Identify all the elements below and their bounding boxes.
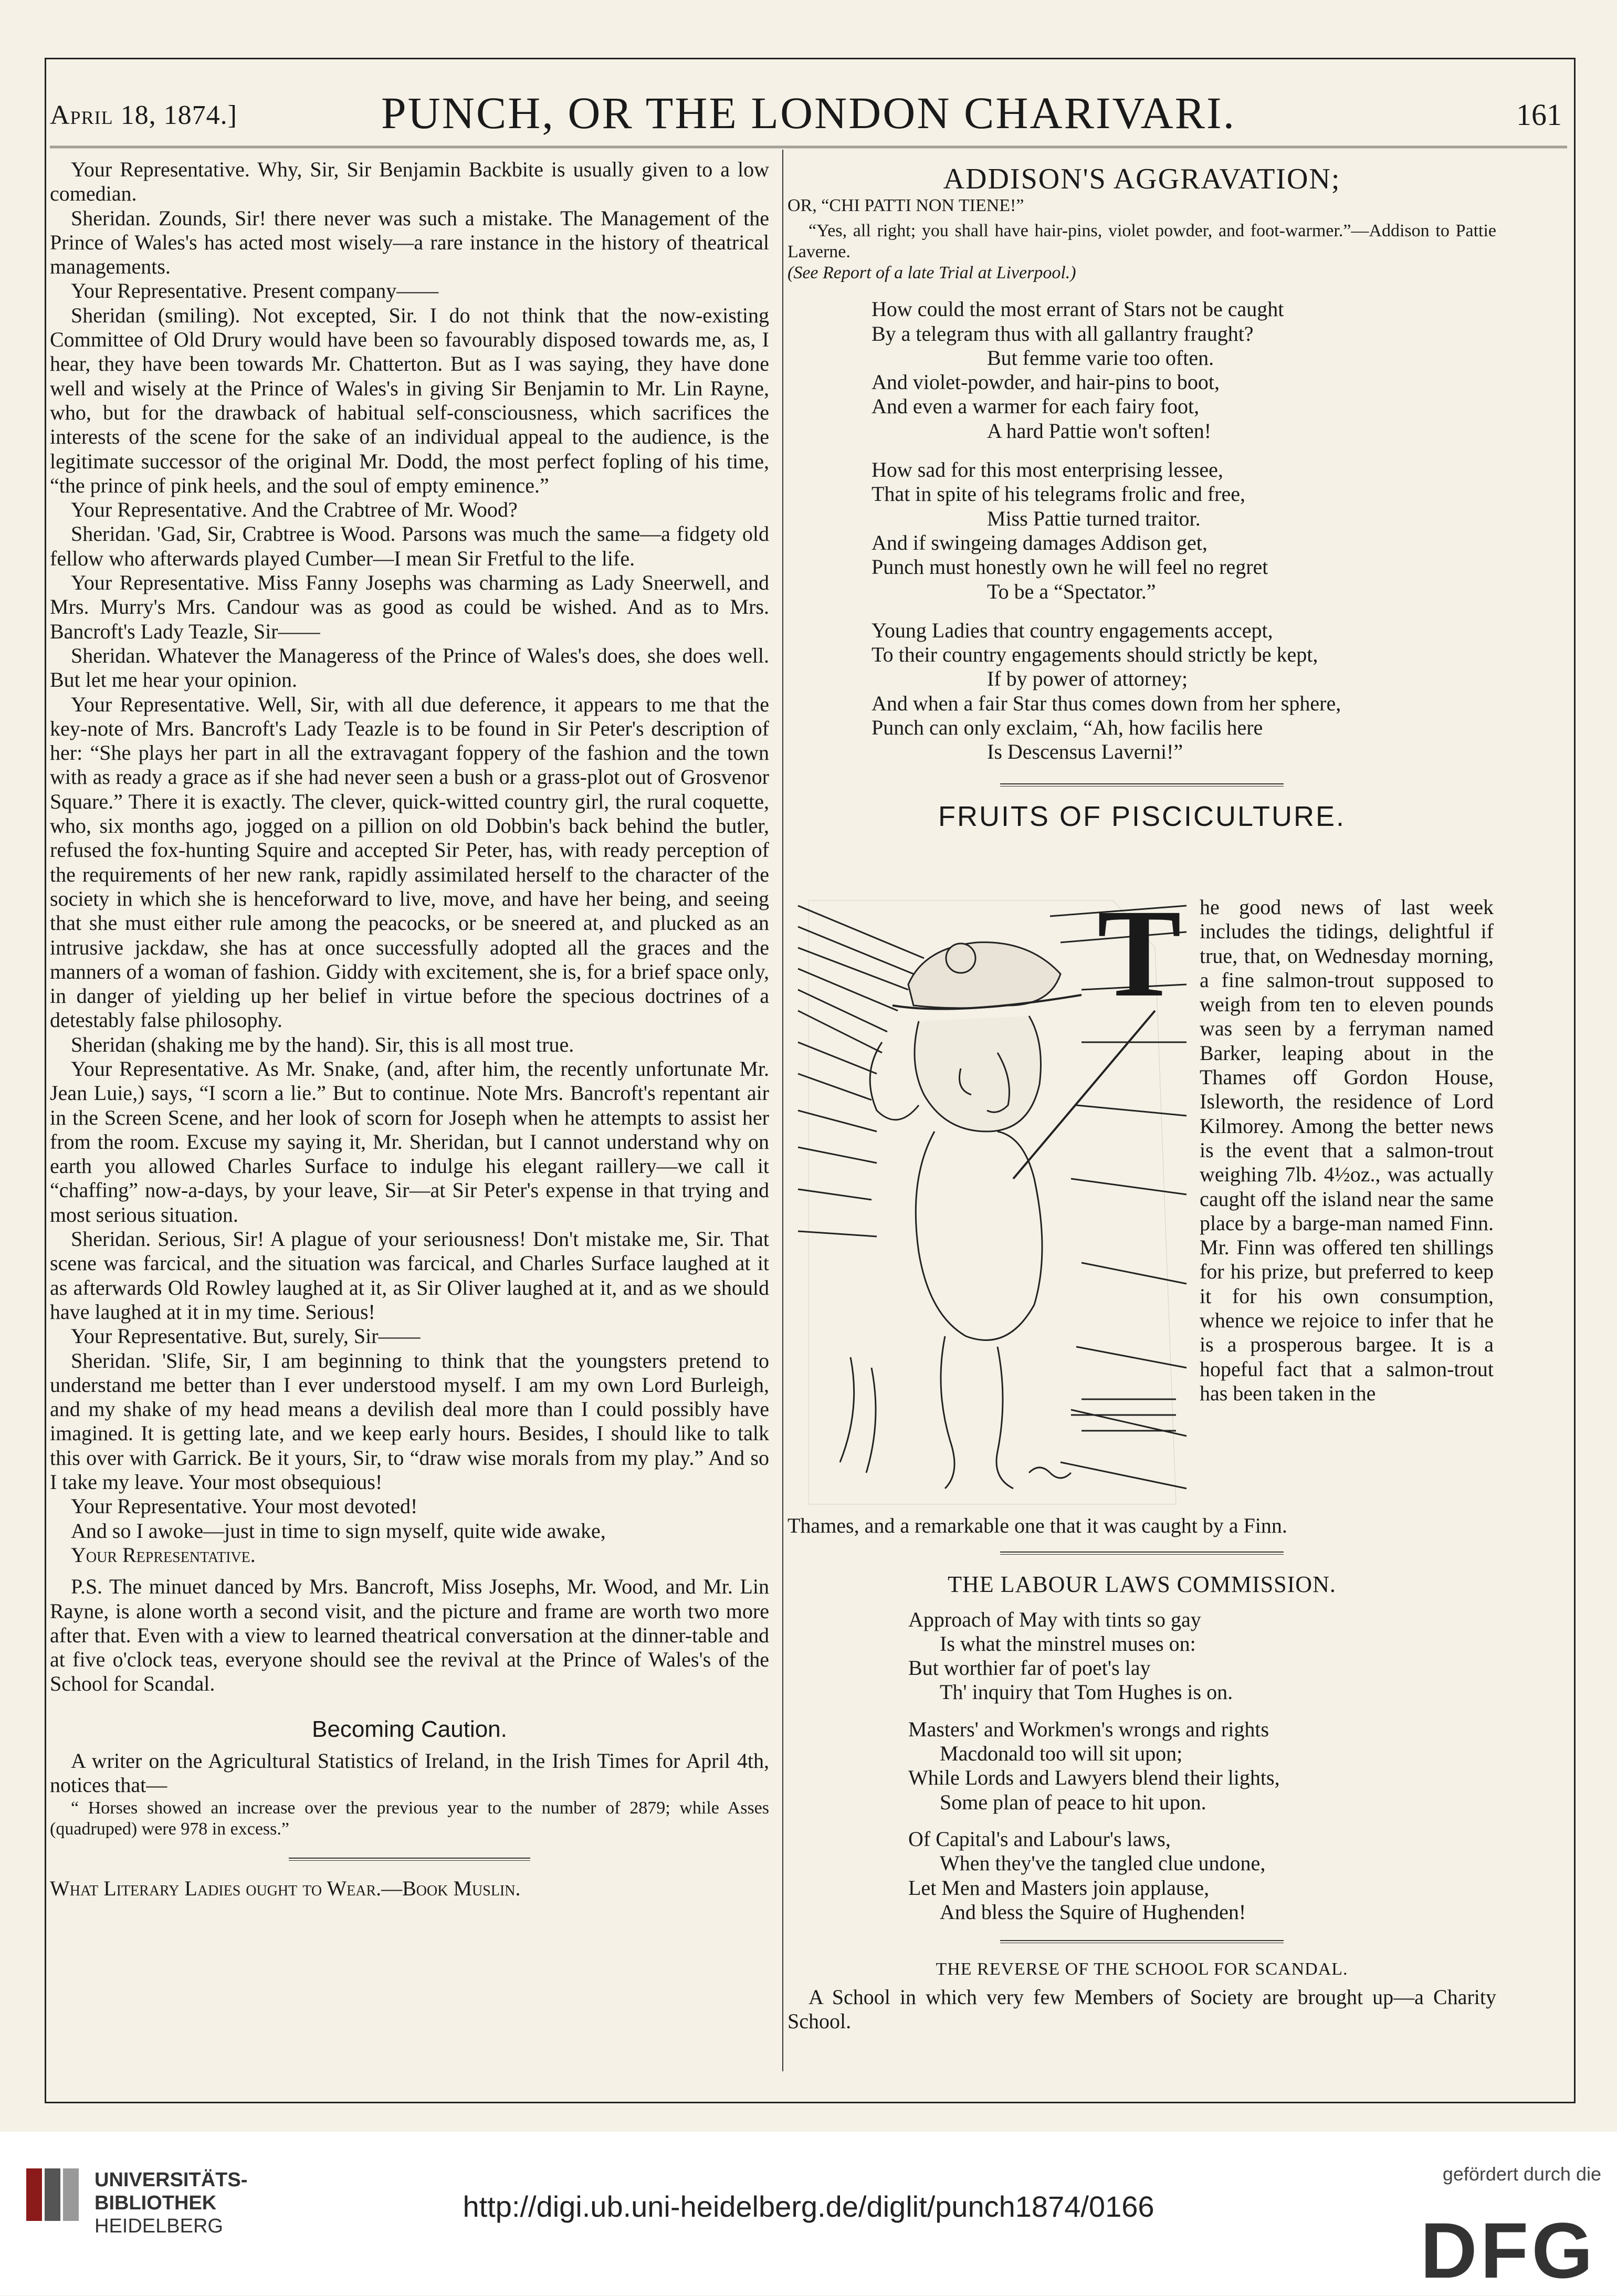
section-rule — [289, 1858, 530, 1861]
digitization-footer — [0, 2132, 1617, 2295]
poem-line: That in spite of his telegrams frolic and free, — [872, 482, 1245, 506]
dialogue-paragraph: Sheridan. Whatever the Manageress of the Prince of Wales's does, she does well. But let me hear your opinion. — [50, 643, 769, 692]
addison-epigraph: “Yes, all right; you shall have hair-pins, violet powder, and foot-warmer.”—Addison to Pattie Laverne. — [788, 221, 1496, 262]
column-divider — [782, 150, 783, 2071]
reverse-title: THE REVERSE OF THE SCHOOL FOR SCANDAL. — [936, 1959, 1348, 1979]
dialogue-paragraph: Your Representative. As Mr. Snake, (and, after him, the recently unfortunate Mr. Jean Luie,) says, “I scorn a lie.” But to continue. Note Mrs. Bancroft's repentant air in the Screen Scene, and her look of scorn for Joseph when he attempts to assist her from the room. Excuse my saying it, Mr. Sheridan, but I cannot understand why on earth you allowed Charles Surface to indulge his elegant raillery—we call it “chaffing” now-a-days, by your leave, Sir—at Sir Peter's expense in that trying and most serious situation. — [50, 1056, 769, 1226]
poem-line: Young Ladies that country engagements accept, — [872, 618, 1273, 642]
poem-line: Punch must honestly own he will feel no regret — [872, 555, 1268, 579]
dialogue-paragraph: Sheridan (shaking me by the hand). Sir, this is all most true. — [71, 1032, 574, 1056]
poem-line: Miss Pattie turned traitor. — [987, 506, 1201, 530]
dialogue-paragraph: Sheridan. 'Gad, Sir, Crabtree is Wood. Parsons was much the same—a fidgety old fellow who afterwards played Cumber—I mean Sir Fretful to the life. — [50, 522, 769, 570]
poem-line: And when a fair Star thus comes down from her sphere, — [872, 691, 1341, 715]
section-rule — [1000, 1551, 1284, 1555]
fruits-text-block — [1200, 895, 1494, 1406]
labour-title: THE LABOUR LAWS COMMISSION. — [948, 1571, 1336, 1598]
header-rule — [50, 146, 1567, 150]
poem-line: Some plan of peace to hit upon. — [940, 1790, 1206, 1814]
poem-line: Of Capital's and Labour's laws, — [908, 1827, 1171, 1851]
poem-line: Is what the minstrel muses on: — [940, 1631, 1196, 1655]
addison-subtitle: OR, “CHI PATTI NON TIENE!” — [788, 196, 1024, 216]
poem-line: But worthier far of poet's lay — [908, 1656, 1151, 1680]
left-column — [50, 158, 769, 1901]
page-number: 161 — [1516, 98, 1562, 132]
section-rule — [1000, 783, 1284, 787]
source-url-link[interactable]: http://digi.ub.uni-heidelberg.de/diglit/punch1874/0166 — [463, 2190, 1154, 2223]
fruits-tail: Thames, and a remarkable one that it was caught by a Finn. — [788, 1514, 1287, 1537]
poem-line: And violet-powder, and hair-pins to boot, — [872, 370, 1220, 394]
library-name-line: HEIDELBERG — [94, 2215, 223, 2237]
dfg-logo: DFG — [1420, 2206, 1596, 2294]
funding-note: gefördert durch die — [1442, 2163, 1601, 2185]
library-name-line: BIBLIOTHEK — [94, 2192, 217, 2214]
fruits-title: FRUITS OF PISCICULTURE. — [938, 800, 1346, 832]
poem-line: If by power of attorney; — [987, 667, 1188, 691]
poem-line: How could the most errant of Stars not be caught — [872, 297, 1284, 321]
dialogue-paragraph: Your Representative. Why, Sir, Sir Benjamin Backbite is usually given to a low comedian. — [50, 158, 769, 206]
poem-line: A hard Pattie won't soften! — [987, 418, 1212, 443]
caution-title: Becoming Caution. — [312, 1716, 507, 1742]
poem-line: When they've the tangled clue undone, — [940, 1851, 1266, 1875]
poem-line: But femme varie too often. — [987, 345, 1214, 370]
dialogue-paragraph: Sheridan. Serious, Sir! A plague of your seriousness! Don't mistake me, Sir. That scene was farcical, and the situation was farcical, and Charles Surface laughed at it as afterwards Old Rowley laughed at it, as Sir Oliver laughed at it, and as we should have laughed at it in my time. Serious! — [50, 1227, 769, 1324]
dialogue-paragraph: Sheridan (smiling). Not excepted, Sir. I do not think that the now-existing Committee of Old Drury would have been so favourably disposed towards me, as, I hear, they have been towards Mr. Chatterton. But as I was saying, they have done well and wisely at the Prince of Wales's in giving Sir Benjamin to Mr. Lin Rayne, who, but for the drawback of habitual self-consciousness, which sacrifices the interests of the scene for the sake of an individual appeal to the audience, is the legitimate successor of the original Mr. Dodd, the most perfect fopling of his time, “the prince of pink heels, and the soul of empty eminence.” — [50, 303, 769, 497]
dialogue-paragraph: Your Representative. And the Crabtree of Mr. Wood? — [71, 498, 518, 522]
library-name-line: UNIVERSITÄTS- — [94, 2169, 248, 2191]
page-header — [50, 84, 1567, 142]
fruits-text: he good news of last week includes the tidings, delightful if true, that, on Wednesday morning, a fine salmon-trout supposed to weigh from ten to eleven pounds was seen by a ferryman named Barker, leaping about in the Thames off Gordon House, Isleworth, the residence of Lord Kilmorey. Among the better news is the event that a salmon-trout weighing 7lb. 4½oz., was actually caught off the island near the same place by a barge-man named Finn. Mr. Finn was offered ten shillings for his prize, but preferred to keep it for his own consumption, whence we rejoice to infer that he is a prosperous bargee. It is a hopeful fact that a salmon-trout has been taken in the — [1200, 895, 1494, 1405]
masthead-title: PUNCH, OR THE LONDON CHARIVARI. — [381, 88, 1236, 138]
dialogue-paragraph: Your Representative. But, surely, Sir—— — [71, 1324, 421, 1348]
poem-line: And if swingeing damages Addison get, — [872, 530, 1208, 554]
section-rule — [1000, 1940, 1284, 1943]
postscript: P.S. The minuet danced by Mrs. Bancroft, Miss Josephs, Mr. Wood, and Mr. Lin Rayne, is alone worth a second visit, and the picture and frame are worth two more after that. Even with a view to learned theatrical conversation at the dinner-table and at five o'clock teas, everyone should see the revival at the Prince of Wales's of the School for Scandal. — [50, 1575, 769, 1696]
dialogue-paragraph: Your Representative. Miss Fanny Josephs was charming as Lady Sneerwell, and Mrs. Murry's Mrs. Candour was as good as could be wished. And as to Mrs. Bancroft's Lady Teazle, Sir—— — [50, 571, 769, 643]
addison-reference: (See Report of a late Trial at Liverpool.) — [788, 263, 1076, 283]
caution-quote: “ Horses showed an increase over the previous year to the number of 2879; while Asses (quadruped) were 978 in excess.” — [50, 1798, 769, 1839]
poem-line: And bless the Squire of Hughenden! — [940, 1900, 1246, 1924]
poem-line: And even a warmer for each fairy foot, — [872, 394, 1200, 418]
addison-title: ADDISON'S AGGRAVATION; — [943, 163, 1341, 195]
caution-text: A writer on the Agricultural Statistics of Ireland, in the Irish Times for April 4th, notices that— — [50, 1749, 769, 1797]
poem-line: How sad for this most enterprising lessee, — [872, 458, 1223, 482]
poem-line: Macdonald too will sit upon; — [940, 1742, 1183, 1766]
poem-line: Let Men and Masters join applause, — [908, 1875, 1210, 1900]
addison-poem — [788, 297, 1496, 764]
dialogue-paragraph: Sheridan. Zounds, Sir! there never was such a mistake. The Management of the Prince of Wales's has acted most wisely—a rare instance in the history of theatrical managements. — [50, 206, 769, 279]
dialogue-paragraph: Your Representative. Well, Sir, with all due deference, it appears to me that the key-note of Mrs. Bancroft's Lady Teazle is to be found in Sir Peter's description of her: “She plays her part in all the extravagant foppery of the fashion and the town with as ready a grace as if she had never seen a bush or a grass-plot out of Grosvenor Square.” There it is exactly. The clever, quick-witted country girl, the rural coquette, who, six months ago, jogged on a pillion on old Dobbin's back behind the butler, refused the fox-hunting Squire and accepted Sir Peter, has, with ready perception of the requirements of her new rank, rapidly assimilated herself to the character of the society in which she is henceforward to live, move, and have her being, and seeing that she must either rule among the peacocks, or be sneered at, and plucked as an intrusive jackdaw, she has at once successfully adopted all the graces and the manners of a woman of fashion. Giddy with excitement, she is, for a brief space only, in danger of yielding up her belief in virtue before the specious doctrines of a detestably false philosophy. — [50, 692, 769, 1032]
dialogue-paragraph: Your Representative. Your most devoted! — [71, 1494, 418, 1518]
poem-line: Is Descensus Laverni!” — [987, 740, 1183, 764]
labour-poem — [788, 1608, 1496, 1925]
poem-line: Masters' and Workmen's wrongs and rights — [908, 1717, 1269, 1741]
dialogue-paragraph: Your Representative. Present company—— — [71, 279, 439, 303]
dialogue-paragraph: And so I awoke—just in time to sign myself, quite wide awake, — [71, 1518, 606, 1543]
poem-line: To be a “Spectator.” — [987, 579, 1156, 603]
poem-line: By a telegram thus with all gallantry fraught? — [872, 321, 1254, 345]
poem-line: To their country engagements should strictly be kept, — [872, 643, 1318, 667]
right-column-bottom — [788, 1514, 1496, 2034]
reverse-text: A School in which very few Members of Society are brought up—a Charity School. — [788, 1985, 1496, 2033]
issue-date: April 18, 1874.] — [50, 100, 237, 130]
right-column-top — [788, 163, 1496, 832]
poem-line: Punch can only exclaim, “Ah, how facilis here — [872, 716, 1263, 740]
poem-line: Th' inquiry that Tom Hughes is on. — [940, 1680, 1233, 1704]
dialogue-paragraph: Sheridan. 'Slife, Sir, I am beginning to think that the youngsters pretend to understand me better than I ever understood myself. I am my own Lord Burleigh, and my shake of my head means a devilish deal more than I could possibly have imagined. It is getting late, and we keep early hours. Besides, I should like to talk this over with Garrick. Be it yours, Sir, to “draw wise morals from my play.” And so I take my leave. Your most obsequious! — [50, 1348, 769, 1494]
drop-cap: T — [1097, 883, 1182, 1023]
book-muslin-joke: What Literary Ladies ought to Wear.—Book Muslin. — [50, 1876, 521, 1900]
signature: Your Representative. — [71, 1543, 256, 1567]
poem-line: Approach of May with tints so gay — [908, 1607, 1201, 1631]
poem-line: While Lords and Lawyers blend their lights, — [908, 1766, 1280, 1790]
